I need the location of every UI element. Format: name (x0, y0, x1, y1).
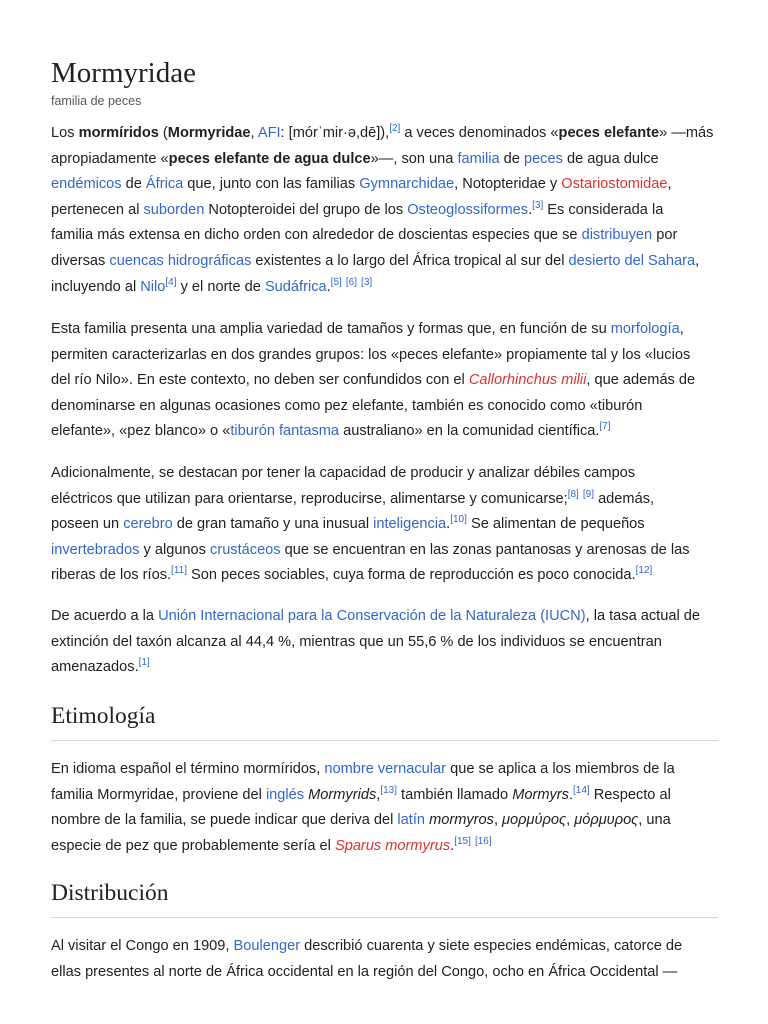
ref-4[interactable]: [4] (165, 276, 177, 288)
link-invertebrados[interactable]: invertebrados (51, 541, 140, 558)
link-nilo[interactable]: Nilo (140, 278, 166, 295)
link-callorhinchus-milii[interactable]: Callorhinchus milii (468, 372, 587, 389)
distribution-paragraph: Al visitar el Congo en 1909, Boulenger describió cuarenta y siete especies endémicas, catorce de ellas presentes al norte de África occidental en la región del Congo, ocho en África Occidental — (51, 938, 683, 980)
electric-paragraph: Adicionalmente, se destacan por tener la capacidad de producir y analizar débiles campos eléctricos que utilizan para orientarse, reproducirse, alimentarse y comunicarse;[8] [9] además, poseen un cerebro de gran tamaño y una inusual inteligencia.[10] Se alimentan de pequeños invertebrados y algunos crustáceos que se encuentran en las zonas pantanosas y arenosas de las riberas de los ríos.[11] Son peces sociables, cuya forma de reproducción es poco conocida.[12] (51, 465, 690, 584)
ref-15[interactable]: [15] (454, 835, 471, 847)
link-ostariostomidae[interactable]: Ostariostomidae (561, 176, 668, 193)
page-subtitle: familia de peces (51, 94, 142, 108)
link-crustaceos[interactable]: crustáceos (210, 541, 281, 558)
ref-5[interactable]: [5] (330, 276, 342, 288)
link-gymnarchidae[interactable]: Gymnarchidae (359, 176, 455, 193)
ref-6[interactable]: [6] (345, 276, 357, 288)
link-suborden[interactable]: suborden (143, 201, 205, 218)
link-sudafrica[interactable]: Sudáfrica (264, 278, 327, 295)
link-ingles[interactable]: inglés (265, 786, 305, 803)
ref-16[interactable]: [16] (474, 835, 492, 847)
ref-2[interactable]: [2] (389, 123, 401, 134)
link-tiburon-fantasma[interactable]: tiburón fantasma (230, 423, 340, 440)
link-iucn[interactable]: Unión Internacional para la Conservación de la Naturaleza (IUCN) (158, 608, 586, 624)
ref-10[interactable]: [10] (450, 514, 467, 526)
ref-1[interactable]: [1] (138, 657, 150, 669)
ref-9[interactable]: [9] (582, 488, 595, 500)
morphology-paragraph: Esta familia presenta una amplia variedad de tamaños y formas que, en función de su morfología, permiten caracterizarlas en dos grandes grupos: los «peces elefante» propiamente tal y los «lucios del río Nilo». En este contexto, no deben ser confundidos con el Callorhinchus milii, que además de denominarse en algunas ocasiones como pez elefante, también es conocido como «tiburón elefante», «pez blanco» o «tiburón fantasma australiano» en la comunidad científica.[7] (51, 321, 696, 440)
link-cerebro[interactable]: cerebro (123, 516, 173, 533)
link-morfologia[interactable]: morfología (610, 321, 680, 337)
link-endemicos[interactable]: endémicos (51, 176, 122, 193)
ref-7[interactable]: [7] (599, 421, 611, 433)
link-familia[interactable]: familia (457, 150, 500, 167)
section-heading-distribucion: Distribución (51, 877, 718, 918)
ref-8[interactable]: [8] (567, 488, 579, 500)
link-latin[interactable]: latín (397, 812, 425, 829)
link-afi[interactable]: AFI (257, 125, 281, 141)
page-title: Mormyridae (51, 57, 196, 89)
ref-11[interactable]: [11] (171, 565, 187, 577)
section-heading-etimologia: Etimología (51, 700, 718, 741)
ref-12[interactable]: [12] (635, 565, 653, 577)
etymology-paragraph: En idioma español el término mormíridos, nombre vernacular que se aplica a los miembros de la familia Mormyridae, proviene del inglés Mormyrids,[13] también llamado Mormyrs.[14] Respecto al nombre de la familia, se puede indicar que deriva del latín mormyros, μορμύρος, μόρμυρος, una especie de pez que probablemente sería el Sparus mormyrus.[15] [16] (51, 761, 675, 854)
link-cuencas-hidrograficas[interactable]: cuencas hidrográficas (109, 252, 252, 269)
link-peces[interactable]: peces (523, 150, 563, 167)
link-desierto-sahara[interactable]: desierto del Sahara (568, 252, 696, 269)
link-sparus-mormyrus[interactable]: Sparus mormyrus (334, 837, 451, 854)
link-africa[interactable]: África (145, 176, 184, 193)
link-nombre-vernacular[interactable]: nombre vernacular (324, 761, 447, 777)
ref-13[interactable]: [13] (380, 784, 397, 796)
conservation-paragraph: De acuerdo a la Unión Internacional para la Conservación de la Naturaleza (IUCN), la tasa actual de extinción del taxón alcanza al 44,4 %, mientras que un 55,6 % de los individuos se encuentran amenazados.[1] (51, 608, 700, 676)
ref-14[interactable]: [14] (573, 784, 590, 796)
link-osteoglossiformes[interactable]: Osteoglossiformes (407, 201, 529, 218)
intro-paragraph: Los mormíridos (Mormyridae, AFI: [mórˈmir·ə,dē]),[2] a veces denominados «peces elefante» —más apropiadamente «peces elefante de agua dulce»—, son una familia de peces de agua dulce endémicos de África que, junto con las familias Gymnarchidae, Notopteridae y Ostariostomidae, pertenecen al suborden Notopteroidei del grupo de los Osteoglossiformes.[3] Es considerada la familia más extensa en dicho orden con alrededor de doscientas especies que se distribuyen por diversas cuencas hidrográficas existentes a lo largo del África tropical al sur del desierto del Sahara, incluyendo al Nilo[4] y el norte de Sudáfrica.[5] [6] [3] (51, 123, 714, 295)
ref-3b[interactable]: [3] (361, 276, 373, 288)
link-boulenger[interactable]: Boulenger (233, 938, 301, 954)
link-inteligencia[interactable]: inteligencia (373, 516, 447, 533)
link-distribuyen[interactable]: distribuyen (581, 227, 653, 244)
ref-3[interactable]: [3] (532, 199, 544, 211)
